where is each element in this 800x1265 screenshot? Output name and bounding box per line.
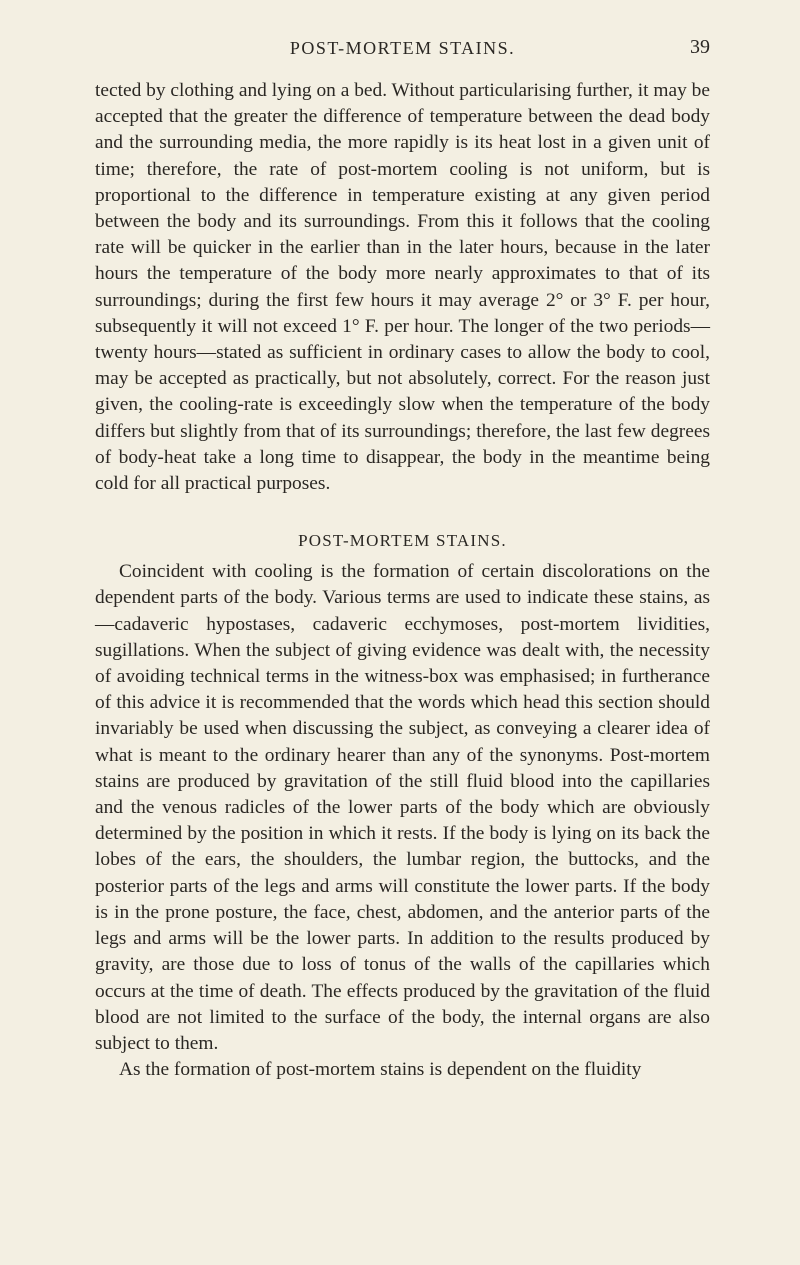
paragraph-continuation: tected by clothing and lying on a bed. Without particularising further, it may be accepted that the greater the difference of temperature between the dead body and the surrounding media, the more rapidly is its heat lost in a given unit of time; therefore, the rate of post-mortem cooling is not uniform, but is proportional to the difference in temperature existing at any given period between the body and its surroundings. From this it follows that the cooling rate will be quicker in the earlier than in the later hours, because in the later hours the temperature of the body more nearly approximates to that of its surroundings; during the first few hours it may average 2° or 3° F. per hour, subsequently it will not exceed 1° F. per hour. The longer of the two periods—twenty hours—stated as sufficient in ordinary cases to allow the body to cool, may be accepted as practically, but not absolutely, correct. For the reason just given, the cooling-rate is exceedingly slow when the temperature of the body differs but slightly from that of its surroundings; therefore, the last few degrees of body-heat take a long time to disappear, the body in the meantime being cold for all practical purposes. <box>95 80 710 495</box>
running-title: POST-MORTEM STAINS. <box>289 38 516 58</box>
paragraph-fluidity: As the formation of post-mortem stains is dependent on the fluidity <box>119 1059 642 1081</box>
section-heading: POST-MORTEM STAINS. <box>298 531 507 551</box>
page-number: 39 <box>690 36 710 58</box>
body-text <box>95 78 710 1083</box>
running-head <box>95 0 710 60</box>
paragraph-post-mortem-stains: Coincident with cooling is the formation of certain discolorations on the dependent parts of the body. Various terms are used to indicate these stains, as—cadaveric hypostases, cadaveric ecchymoses, post-mortem lividities, sugillations. When the subject of giving evidence was dealt with, the necessity of avoiding technical terms in the witness-box was emphasised; in furtherance of this advice it is recommended that the words which head this section should invariably be used when discussing the subject, as conveying a clearer idea of what is meant to the ordinary hearer than any of the synonyms. Post-mortem stains are produced by gravitation of the still fluid blood into the capillaries and the venous radicles of the lower parts of the body which are obviously determined by the position in which it rests. If the body is lying on its back the lobes of the ears, the shoulders, the lumbar region, the buttocks, and the posterior parts of the legs and arms will constitute the lower parts. If the body is in the prone posture, the face, chest, abdomen, and the anterior parts of the legs and arms will be the lower parts. In addition to the results produced by gravity, are those due to loss of tonus of the walls of the capillaries which occurs at the time of death. The effects produced by the gravitation of the fluid blood are not limited to the surface of the body, the internal organs are also subject to them. <box>95 561 710 1054</box>
